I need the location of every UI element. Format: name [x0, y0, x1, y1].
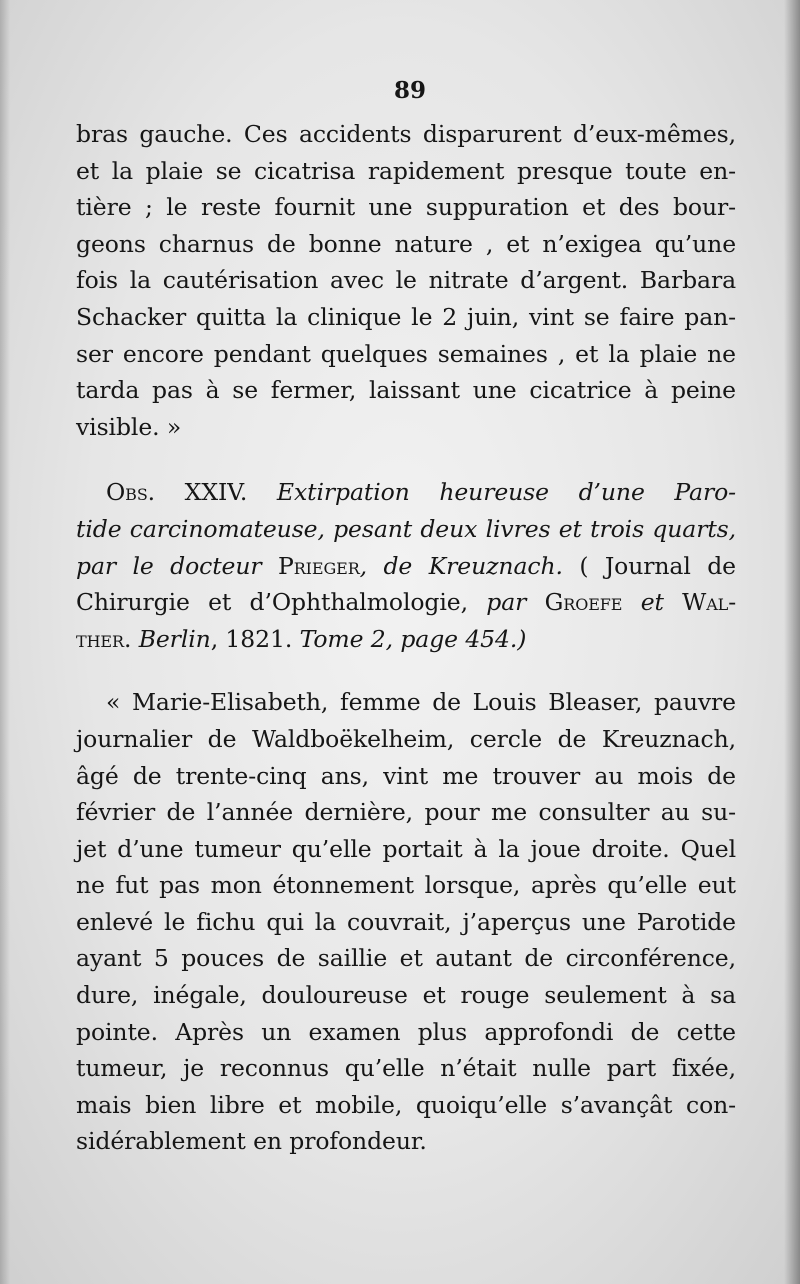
obs-by: par le docteur: [76, 551, 262, 580]
text-line: ayant 5 pouces de saillie et autant de circonférence,: [76, 944, 736, 973]
obs-journal-name: Chirurgie et d’Ophthalmologie,: [76, 588, 468, 617]
obs-line-3: [76, 548, 736, 585]
obs-editor-1: Groefe: [544, 588, 623, 617]
text-line: enlevé le fichu qui la couvrait, j’aperçus une Parotide: [76, 907, 736, 936]
text-line: « Marie-Elisabeth, femme de Louis Bleaser, pauvre: [106, 688, 736, 717]
obs-line-5: [76, 621, 736, 658]
obs-city: Berlin: [138, 624, 211, 653]
text-line: sidérablement en profondeur.: [76, 1127, 427, 1156]
obs-place: Kreuznach.: [428, 551, 563, 580]
page-number: 89: [393, 77, 426, 104]
obs-editor-2-start: Wal-: [682, 588, 737, 617]
text-line: ser encore pendant quelques semaines , et la plaie ne: [76, 339, 736, 368]
text-line: pointe. Après un examen plus approfondi de cette: [76, 1017, 736, 1046]
text-line: mais bien libre et mobile, quoiqu’elle s’avançât con-: [76, 1090, 736, 1119]
text-line: tarda pas à se fermer, laissant une cicatrice à peine: [76, 376, 736, 405]
text-line: et la plaie se cicatrisa rapidement presque toute en-: [76, 156, 736, 185]
text-line: tière ; le reste fournit une suppuration et des bour-: [76, 193, 736, 222]
paragraph-continuation: [76, 116, 736, 445]
obs-editor-2-end: ther.: [76, 624, 132, 653]
obs-volume-page: Tome 2, page 454.): [299, 624, 527, 653]
obs-title-part-2: tide carcinomateuse, pesant deux livres et trois quarts,: [76, 514, 736, 543]
text-line: jet d’une tumeur qu’elle portait à la joue droite. Quel: [76, 834, 736, 863]
obs-author: Prieger: [277, 551, 360, 580]
text-line: Schacker quitta la clinique le 2 juin, vint se faire pan-: [76, 302, 736, 331]
page-shadow-left: [0, 0, 10, 1284]
text-line: fois la cautérisation avec le nitrate d’argent. Barbara: [76, 266, 736, 295]
text-line: février de l’année dernière, pour me consulter au su-: [76, 798, 736, 827]
text-line: journalier de Waldboëkelheim, cercle de Kreuznach,: [76, 724, 736, 753]
obs-of: , de: [359, 551, 413, 580]
text-line: geons charnus de bonne nature , et n’exigea qu’une: [76, 229, 736, 258]
obs-line-4: [76, 584, 736, 621]
text-line: bras gauche. Ces accidents disparurent d’eux-mêmes,: [76, 120, 736, 148]
obs-year: , 1821.: [210, 624, 293, 653]
text-line: visible. »: [76, 412, 182, 441]
observation-heading: [76, 474, 736, 657]
text-line: ne fut pas mon étonnement lorsque, après qu’elle eut: [76, 871, 736, 900]
page-text: [76, 78, 736, 1160]
obs-journal-start: ( Journal de: [579, 551, 736, 580]
text-line: tumeur, je reconnus qu’elle n’était nulle part fixée,: [76, 1054, 736, 1083]
obs-and: et: [640, 588, 664, 617]
page-shadow-right: [784, 0, 800, 1284]
obs-title-part-1: Extirpation heureuse d’une Paro-: [276, 478, 736, 507]
quoted-paragraph: [76, 684, 736, 1160]
obs-label: Obs. XXIV.: [106, 478, 248, 507]
text-line: âgé de trente-cinq ans, vint me trouver au mois de: [76, 761, 736, 790]
obs-line-1: [76, 474, 736, 511]
text-line: dure, inégale, douloureuse et rouge seulement à sa: [76, 981, 736, 1010]
obs-by-editors: par: [486, 588, 527, 617]
